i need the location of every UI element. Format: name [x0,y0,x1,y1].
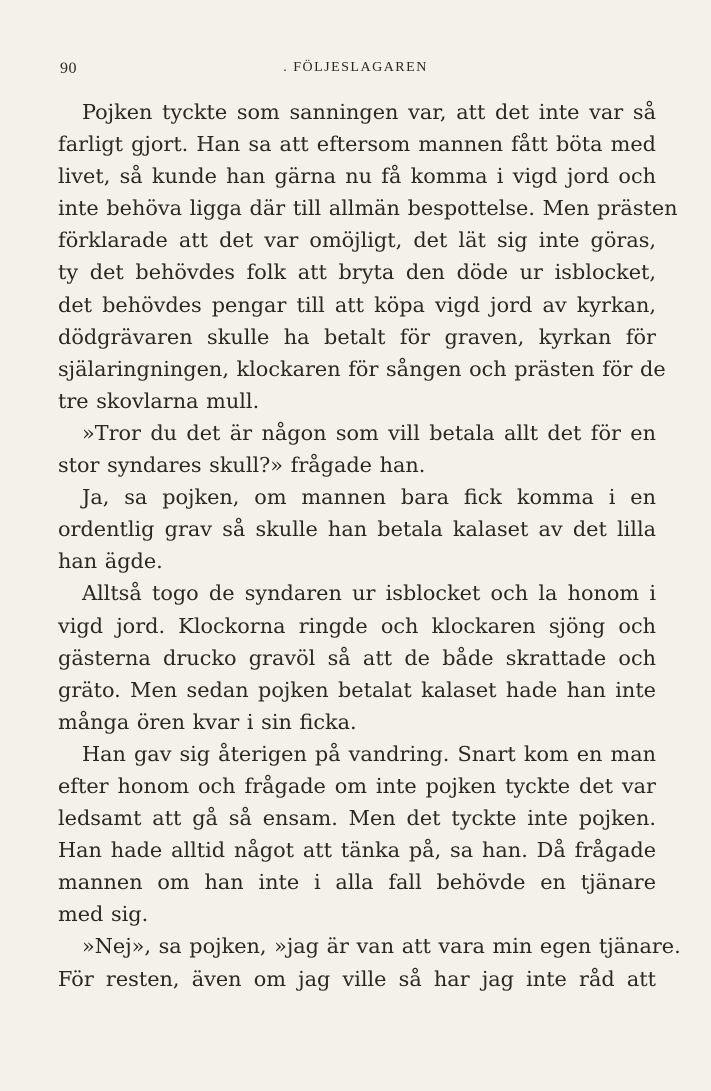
text-line: förklarade att det var omöjligt, det lät sig inte göras, [58,228,656,253]
text-line: gästerna drucko gravöl så att de både skrattade och [58,645,656,670]
text-line: det behövdes pengar till att köpa vigd jord av kyrkan, [58,292,656,317]
text-line: vigd jord. Klockorna ringde och klockaren sjöng och [58,613,656,638]
text-line: ordentlig grav så skulle han betala kalaset av det lilla [58,517,656,542]
text-line: mannen om han inte i alla fall behövde en tjänare [58,870,656,895]
text-line: gräto. Men sedan pojken betalat kalaset hade han inte [58,677,656,702]
text-line: farligt gjort. Han sa att eftersom mannen fått böta med [58,132,656,157]
text-line: inte behöva ligga där till allmän bespottelse. Men prästen [58,196,678,221]
text-line: Pojken tyckte som sanningen var, att det inte var så [82,100,656,124]
text-line: dödgrävaren skulle ha betalt för graven, kyrkan för [58,324,656,349]
text-line: efter honom och frågade om inte pojken tyckte det var [58,773,656,798]
paragraph [58,738,656,931]
text-line: Han gav sig återigen på vandring. Snart kom en man [82,741,656,766]
paragraph [58,481,656,577]
text-line: ledsamt att gå så ensam. Men det tyckte inte pojken. [58,806,656,831]
page-header [60,60,651,86]
paragraph [58,417,656,481]
text-line: »Nej», sa pojken, »jag är van att vara min egen tjänare. [82,934,681,959]
text-line: stor syndares skull?» frågade han. [58,453,426,478]
body-text [58,96,681,995]
paragraph [58,930,681,994]
running-title: . FÖLJESLAGAREN [283,60,428,75]
text-line: ty det behövdes folk att bryta den döde ur isblocket, [58,260,656,285]
page-number: 90 [60,60,77,77]
text-line: Alltså togo de syndaren ur isblocket och la honom i [82,581,656,606]
text-line: »Tror du det är någon som vill betala allt det för en [82,420,656,445]
paragraph [58,577,656,737]
paragraph [58,96,678,417]
text-line: tre skovlarna mull. [58,388,260,413]
text-line: Ja, sa pojken, om mannen bara fick komma i en [82,485,656,510]
text-line: med sig. [58,902,149,927]
text-line: många ören kvar i sin ficka. [58,709,357,734]
text-line: han ägde. [58,549,163,574]
text-line: livet, så kunde han gärna nu få komma i vigd jord och [58,164,656,189]
text-line: Han hade alltid något att tänka på, sa han. Då frågade [58,838,656,863]
text-line: själaringningen, klockaren för sången och prästen för de [58,356,666,381]
text-line: För resten, även om jag ville så har jag inte råd att [58,966,656,991]
